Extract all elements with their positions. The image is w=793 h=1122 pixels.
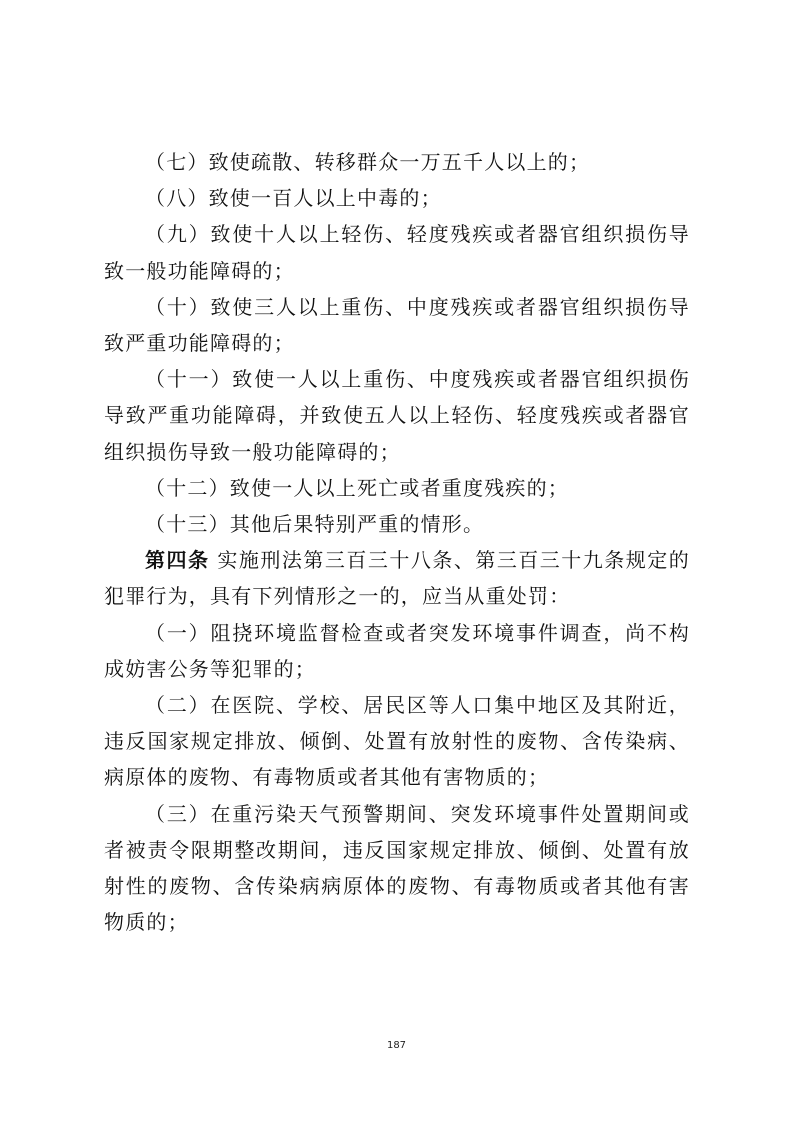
paragraph-text: （七）致使疏散、转移群众一万五千人以上的； (145, 150, 591, 174)
paragraph-text: （十三）其他后果特别严重的情形。 (145, 512, 485, 537)
paragraph-text: （三）在重污染天气预警期间、突发环境事件处置期间或者被责令限期整改期间，违反国家规定排放、倾倒、处置有放射性的废物、含传染病病原体的废物、有毒物质或者其他有害物质的； (104, 801, 690, 935)
paragraph-text: （十二）致使一人以上死亡或者重度残疾的； (145, 475, 569, 500)
paragraph-text: （二）在医院、学校、居民区等人口集中地区及其附近，违反国家规定排放、倾倒、处置有放射性的废物、含传染病、病原体的废物、有毒物质或者其他有害物质的； (104, 693, 690, 790)
paragraph-text: （一）阻挠环境监督检查或者突发环境事件调查，尚不构成妨害公务等犯罪的； (104, 620, 690, 681)
paragraph-text: （八）致使一百人以上中毒的； (145, 186, 442, 211)
aggravating-item-2 (104, 687, 690, 796)
article-heading: 第四条 (145, 548, 210, 573)
aggravating-item-1 (104, 615, 690, 687)
paragraph-text: （九）致使十人以上轻伤、轻度残疾或者器官组织损伤导致一般功能障碍的； (104, 222, 690, 283)
paragraph-item-8 (104, 180, 690, 216)
paragraph-item-11 (104, 361, 690, 470)
paragraph-item-9 (104, 216, 690, 288)
paragraph-item-13 (104, 506, 690, 542)
document-body (104, 144, 690, 940)
paragraph-item-7 (104, 144, 690, 180)
paragraph-text: （十一）致使一人以上重伤、中度残疾或者器官组织损伤导致严重功能障碍，并致使五人以上轻伤、轻度残疾或者器官组织损伤导致一般功能障碍的； (104, 367, 690, 464)
paragraph-text: （十）致使三人以上重伤、中度残疾或者器官组织损伤导致严重功能障碍的； (104, 294, 690, 356)
paragraph-text: 实施刑法第三百三十八条、第三百三十九条规定的犯罪行为，具有下列情形之一的，应当从重处罚： (104, 548, 690, 609)
aggravating-item-3 (104, 796, 690, 941)
paragraph-item-12 (104, 470, 690, 506)
page-number: 187 (386, 1040, 407, 1051)
paragraph-item-10 (104, 289, 690, 361)
article-four (104, 542, 690, 614)
